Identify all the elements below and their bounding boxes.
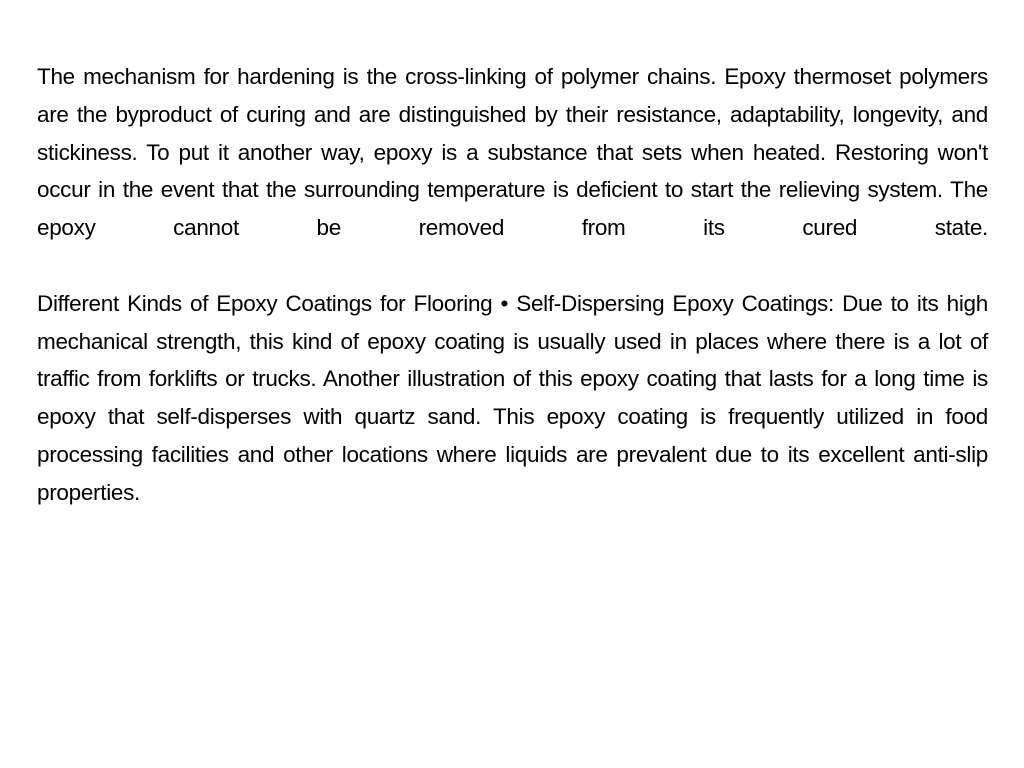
body-text xyxy=(37,58,988,512)
paragraph-curing-mechanism: The mechanism for hardening is the cross-linking of polymer chains. Epoxy thermoset polymers are the byproduct of curing and are distinguished by their resistance, adaptability, longevity, and stickiness. To put it another way, epoxy is a substance that sets when heated. Restoring won't occur in the event that the surrounding temperature is deficient to start the relieving system. The epoxy cannot be removed from its cured state. xyxy=(37,64,988,241)
paragraph-spacer xyxy=(37,247,988,285)
paragraph-epoxy-coating-kinds: Different Kinds of Epoxy Coatings for Flooring • Self-Dispersing Epoxy Coatings: Due to its high mechanical strength, this kind of epoxy coating is usually used in places where there is a lot of traffic from forklifts or trucks. Another illustration of this epoxy coating that lasts for a long time is epoxy that self-disperses with quartz sand. This epoxy coating is frequently utilized in food processing facilities and other locations where liquids are prevalent due to its excellent anti-slip properties. xyxy=(37,290,988,505)
